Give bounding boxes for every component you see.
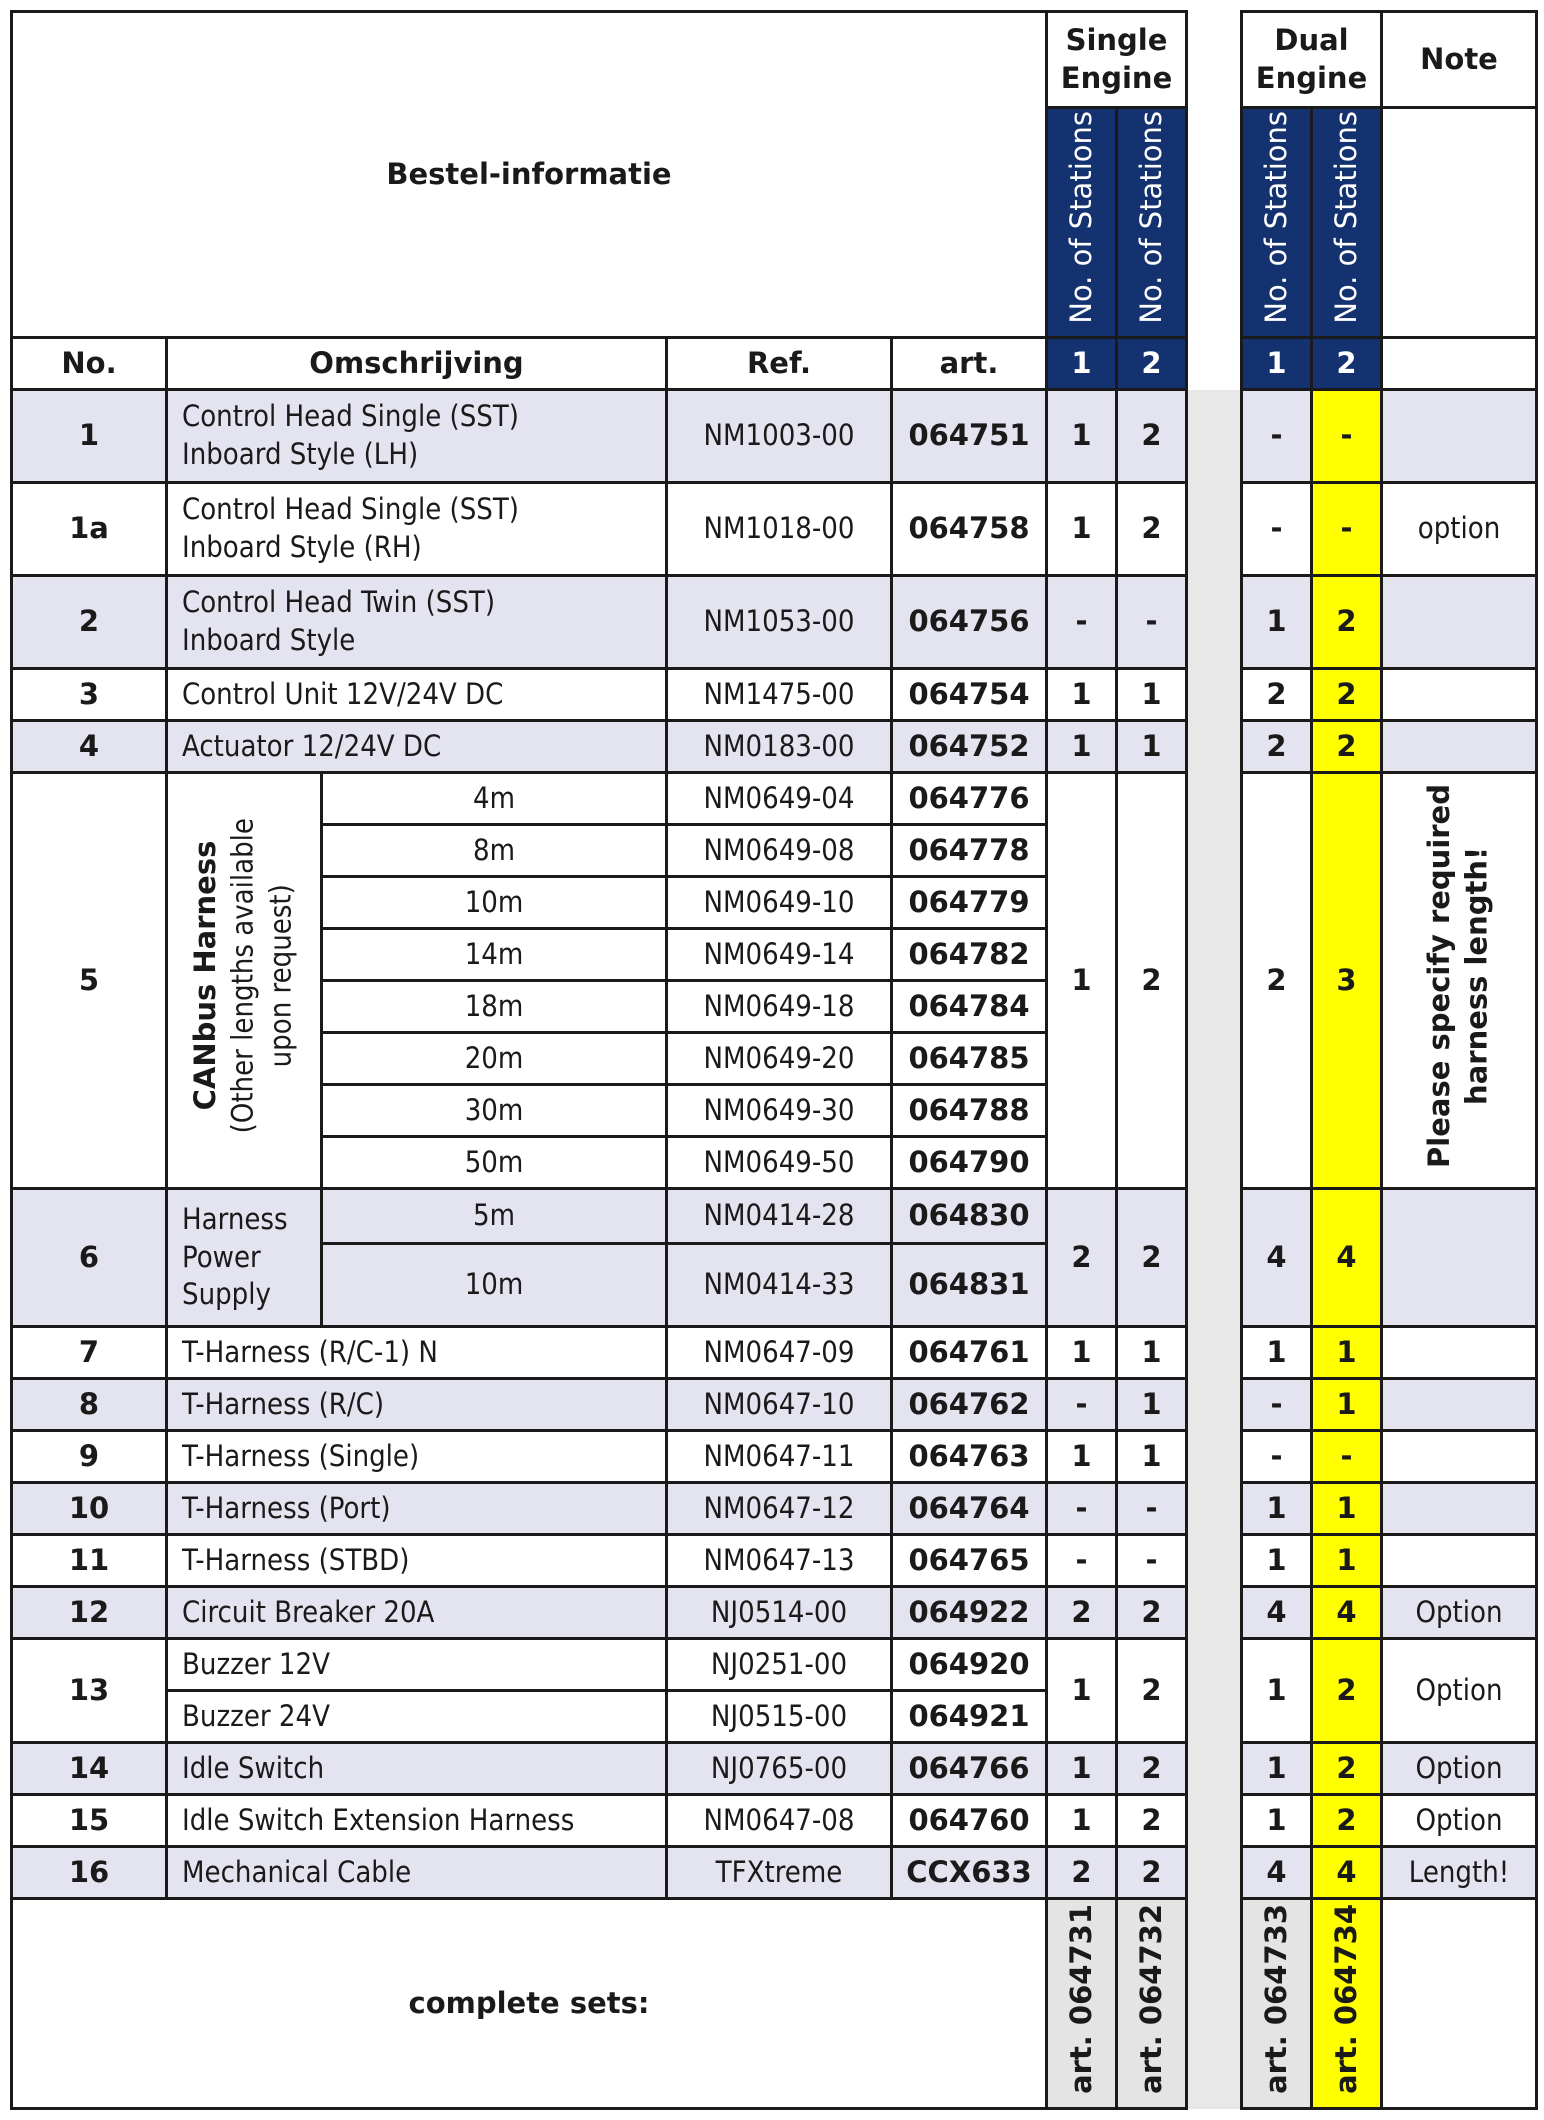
harness-length: 10m [322, 1244, 667, 1327]
qty-dual-1: 1 [1242, 1535, 1312, 1587]
item-ref: NM0647-13 [667, 1535, 892, 1587]
qty-dual-2: - [1312, 390, 1382, 483]
item-ref: NM0649-04 [667, 773, 892, 825]
table-row [12, 1535, 1537, 1587]
item-description: T-Harness (Single) [167, 1431, 667, 1483]
stations-header [1312, 108, 1382, 338]
col-header-ref: Ref. [667, 338, 892, 390]
item-art: 064765 [892, 1535, 1047, 1587]
table-row [12, 1743, 1537, 1795]
qty-single-2: 1 [1117, 1431, 1187, 1483]
col-header-description: Omschrijving [167, 338, 667, 390]
qty-dual-2: 3 [1312, 773, 1382, 1189]
item-ref: NM0647-11 [667, 1431, 892, 1483]
qty-single-2: - [1117, 1535, 1187, 1587]
item-art: 064754 [892, 669, 1047, 721]
qty-single-1: 1 [1047, 1743, 1117, 1795]
item-no: 5 [12, 773, 167, 1189]
qty-dual-2: 1 [1312, 1535, 1382, 1587]
column-gap [1187, 576, 1242, 669]
qty-dual-1: 2 [1242, 669, 1312, 721]
qty-single-1: 1 [1047, 669, 1117, 721]
station-count: 2 [1312, 338, 1382, 390]
column-gap [1187, 1327, 1242, 1379]
table-row [12, 669, 1537, 721]
qty-dual-1: 2 [1242, 721, 1312, 773]
item-note: Option [1382, 1639, 1537, 1743]
item-ref: NM1018-00 [667, 483, 892, 576]
item-description: Control Head Twin (SST) Inboard Style [167, 576, 667, 669]
qty-single-2: 2 [1117, 1743, 1187, 1795]
column-gap [1187, 773, 1242, 1189]
qty-single-1: 1 [1047, 721, 1117, 773]
qty-single-2: 2 [1117, 1189, 1187, 1327]
item-art: 064921 [892, 1691, 1047, 1743]
column-gap [1187, 1743, 1242, 1795]
item-ref: NM0647-09 [667, 1327, 892, 1379]
item-ref: NM1475-00 [667, 669, 892, 721]
item-no: 6 [12, 1189, 167, 1327]
item-no: 15 [12, 1795, 167, 1847]
set-art-single-1: art. 064731 [1047, 1899, 1117, 2109]
item-description: Idle Switch [167, 1743, 667, 1795]
item-art: 064758 [892, 483, 1047, 576]
table-row [12, 390, 1537, 483]
qty-single-2: 1 [1117, 721, 1187, 773]
harness-length-note: Please specify required harness length! [1382, 773, 1537, 1189]
stations-label: No. of Stations [1133, 111, 1168, 325]
qty-single-2: 1 [1117, 1379, 1187, 1431]
item-art: 064784 [892, 981, 1047, 1033]
qty-single-1: - [1047, 1483, 1117, 1535]
item-art: 064761 [892, 1327, 1047, 1379]
qty-single-2: 2 [1117, 1639, 1187, 1743]
item-art: 064762 [892, 1379, 1047, 1431]
item-no: 16 [12, 1847, 167, 1899]
qty-dual-1: 2 [1242, 773, 1312, 1189]
item-note [1382, 1483, 1537, 1535]
single-engine-header: Single Engine [1047, 12, 1187, 108]
item-art: 064764 [892, 1483, 1047, 1535]
column-gap [1187, 390, 1242, 483]
qty-single-1: - [1047, 1379, 1117, 1431]
qty-single-1: 1 [1047, 1795, 1117, 1847]
item-description: Control Unit 12V/24V DC [167, 669, 667, 721]
item-no: 2 [12, 576, 167, 669]
item-art: 064760 [892, 1795, 1047, 1847]
qty-dual-2: - [1312, 483, 1382, 576]
item-note: Length! [1382, 1847, 1537, 1899]
qty-single-2: - [1117, 1483, 1187, 1535]
item-ref: NJ0765-00 [667, 1743, 892, 1795]
harness-length: 5m [322, 1189, 667, 1244]
item-no: 13 [12, 1639, 167, 1743]
column-gap [1187, 338, 1242, 390]
qty-single-1: 1 [1047, 390, 1117, 483]
qty-dual-1: 1 [1242, 576, 1312, 669]
harness-length: 8m [322, 825, 667, 877]
complete-sets-label: complete sets: [12, 1899, 1047, 2109]
col-header-art: art. [892, 338, 1047, 390]
qty-single-1: 1 [1047, 1431, 1117, 1483]
item-description: Circuit Breaker 20A [167, 1587, 667, 1639]
table-row [12, 1379, 1537, 1431]
harness-length: 10m [322, 877, 667, 929]
column-gap [1187, 1899, 1242, 2109]
qty-dual-2: 4 [1312, 1587, 1382, 1639]
item-note [1382, 390, 1537, 483]
harness-length: 50m [322, 1137, 667, 1189]
qty-dual-1: 1 [1242, 1795, 1312, 1847]
qty-dual-2: 2 [1312, 576, 1382, 669]
item-note [1382, 669, 1537, 721]
note-header: Note [1382, 12, 1537, 108]
column-gap [1187, 483, 1242, 576]
qty-dual-1: - [1242, 1431, 1312, 1483]
item-ref: NM0649-30 [667, 1085, 892, 1137]
item-description: T-Harness (R/C) [167, 1379, 667, 1431]
item-no: 10 [12, 1483, 167, 1535]
qty-dual-1: 1 [1242, 1483, 1312, 1535]
column-gap [1187, 1431, 1242, 1483]
item-art: 064788 [892, 1085, 1047, 1137]
item-description: Control Head Single (SST) Inboard Style (LH) [167, 390, 667, 483]
item-note [1382, 721, 1537, 773]
page-title: Bestel-informatie [12, 12, 1047, 338]
table-row [12, 773, 1537, 825]
station-count: 1 [1047, 338, 1117, 390]
qty-dual-1: 4 [1242, 1189, 1312, 1327]
table-row [12, 1847, 1537, 1899]
item-no: 1 [12, 390, 167, 483]
item-note [1382, 1379, 1537, 1431]
item-ref: TFXtreme [667, 1847, 892, 1899]
harness-length: 14m [322, 929, 667, 981]
item-note [1382, 1535, 1537, 1587]
item-description: T-Harness (Port) [167, 1483, 667, 1535]
item-description: Buzzer 24V [167, 1691, 667, 1743]
table-row [12, 1483, 1537, 1535]
item-ref: NM1053-00 [667, 576, 892, 669]
qty-single-2: - [1117, 576, 1187, 669]
qty-dual-2: 2 [1312, 1743, 1382, 1795]
qty-dual-2: 4 [1312, 1847, 1382, 1899]
item-art: 064920 [892, 1639, 1047, 1691]
column-gap [1187, 669, 1242, 721]
item-art: 064922 [892, 1587, 1047, 1639]
qty-single-1: - [1047, 576, 1117, 669]
column-gap [1187, 1587, 1242, 1639]
column-gap [1187, 12, 1242, 338]
item-no: 9 [12, 1431, 167, 1483]
qty-dual-1: 4 [1242, 1587, 1312, 1639]
column-gap [1187, 1795, 1242, 1847]
item-note [1382, 1327, 1537, 1379]
col-header-no: No. [12, 338, 167, 390]
stations-label: No. of Stations [1328, 111, 1363, 325]
item-ref: NM0414-33 [667, 1244, 892, 1327]
item-ref: NM0649-14 [667, 929, 892, 981]
qty-single-1: 1 [1047, 773, 1117, 1189]
qty-single-1: 2 [1047, 1189, 1117, 1327]
item-note: option [1382, 483, 1537, 576]
table-row [12, 1431, 1537, 1483]
harness-length: 30m [322, 1085, 667, 1137]
table-row [12, 1327, 1537, 1379]
item-no: 14 [12, 1743, 167, 1795]
item-no: 7 [12, 1327, 167, 1379]
column-gap [1187, 1535, 1242, 1587]
qty-dual-2: 2 [1312, 1639, 1382, 1743]
qty-single-2: 2 [1117, 483, 1187, 576]
qty-single-1: 1 [1047, 1639, 1117, 1743]
item-no: 12 [12, 1587, 167, 1639]
column-gap [1187, 1483, 1242, 1535]
item-note: Option [1382, 1743, 1537, 1795]
canbus-group-label: CANbus Harness (Other lengths available upon request) [167, 773, 322, 1189]
item-note: Option [1382, 1587, 1537, 1639]
item-art: 064830 [892, 1189, 1047, 1244]
item-no: 4 [12, 721, 167, 773]
item-ref: NM0647-12 [667, 1483, 892, 1535]
item-ref: NM1003-00 [667, 390, 892, 483]
qty-single-1: 2 [1047, 1847, 1117, 1899]
item-ref: NM0414-28 [667, 1189, 892, 1244]
qty-dual-1: 1 [1242, 1327, 1312, 1379]
column-gap [1187, 1189, 1242, 1327]
qty-single-2: 1 [1117, 1327, 1187, 1379]
qty-single-2: 2 [1117, 1795, 1187, 1847]
qty-dual-2: 2 [1312, 669, 1382, 721]
power-supply-group-label: Harness Power Supply [167, 1189, 322, 1327]
qty-single-2: 2 [1117, 1587, 1187, 1639]
item-no: 1a [12, 483, 167, 576]
stations-header [1242, 108, 1312, 338]
item-ref: NM0647-08 [667, 1795, 892, 1847]
item-ref: NJ0251-00 [667, 1639, 892, 1691]
item-note [1382, 576, 1537, 669]
item-art: 064766 [892, 1743, 1047, 1795]
item-description: Idle Switch Extension Harness [167, 1795, 667, 1847]
item-ref: NM0649-50 [667, 1137, 892, 1189]
qty-dual-1: 1 [1242, 1639, 1312, 1743]
set-art-single-2: art. 064732 [1117, 1899, 1187, 2109]
item-art: 064778 [892, 825, 1047, 877]
table-row [12, 1189, 1537, 1244]
column-gap [1187, 721, 1242, 773]
item-description: Buzzer 12V [167, 1639, 667, 1691]
item-art: 064763 [892, 1431, 1047, 1483]
qty-single-2: 2 [1117, 1847, 1187, 1899]
item-note: Option [1382, 1795, 1537, 1847]
qty-dual-1: - [1242, 390, 1312, 483]
item-ref: NM0649-18 [667, 981, 892, 1033]
item-art: CCX633 [892, 1847, 1047, 1899]
item-description: Control Head Single (SST) Inboard Style (RH) [167, 483, 667, 576]
item-no: 11 [12, 1535, 167, 1587]
item-ref: NJ0515-00 [667, 1691, 892, 1743]
item-art: 064776 [892, 773, 1047, 825]
item-description: T-Harness (R/C-1) N [167, 1327, 667, 1379]
stations-header [1117, 108, 1187, 338]
item-description: T-Harness (STBD) [167, 1535, 667, 1587]
dual-engine-header: Dual Engine [1242, 12, 1382, 108]
station-count: 1 [1242, 338, 1312, 390]
stations-label: No. of Stations [1258, 111, 1293, 325]
harness-length: 4m [322, 773, 667, 825]
item-ref: NJ0514-00 [667, 1587, 892, 1639]
qty-dual-1: - [1242, 1379, 1312, 1431]
column-gap [1187, 1379, 1242, 1431]
table-row [12, 1587, 1537, 1639]
qty-dual-2: 1 [1312, 1483, 1382, 1535]
note-header-blank [1382, 108, 1537, 338]
item-note [1382, 1189, 1537, 1327]
item-ref: NM0647-10 [667, 1379, 892, 1431]
column-gap [1187, 1639, 1242, 1743]
qty-single-1: 1 [1047, 1327, 1117, 1379]
qty-single-1: 2 [1047, 1587, 1117, 1639]
qty-single-2: 1 [1117, 669, 1187, 721]
item-art: 064790 [892, 1137, 1047, 1189]
complete-sets-row [12, 1899, 1537, 2109]
item-ref: NM0649-10 [667, 877, 892, 929]
stations-label: No. of Stations [1063, 111, 1098, 325]
qty-dual-1: 1 [1242, 1743, 1312, 1795]
item-ref: NM0649-20 [667, 1033, 892, 1085]
station-count: 2 [1117, 338, 1187, 390]
set-art-dual-2: art. 064734 [1312, 1899, 1382, 2109]
qty-single-1: - [1047, 1535, 1117, 1587]
stations-header [1047, 108, 1117, 338]
item-description: Actuator 12/24V DC [167, 721, 667, 773]
item-art: 064751 [892, 390, 1047, 483]
table-row [12, 1639, 1537, 1691]
qty-dual-1: - [1242, 483, 1312, 576]
item-art: 064756 [892, 576, 1047, 669]
qty-single-2: 2 [1117, 773, 1187, 1189]
table-row [12, 576, 1537, 669]
item-no: 3 [12, 669, 167, 721]
order-sheet [10, 10, 1538, 2110]
note-blank [1382, 1899, 1537, 2109]
item-art: 064831 [892, 1244, 1047, 1327]
table-row [12, 1795, 1537, 1847]
qty-dual-2: 1 [1312, 1379, 1382, 1431]
qty-single-1: 1 [1047, 483, 1117, 576]
item-note [1382, 1431, 1537, 1483]
item-art: 064785 [892, 1033, 1047, 1085]
item-art: 064752 [892, 721, 1047, 773]
order-table [10, 10, 1538, 2110]
qty-dual-2: 1 [1312, 1327, 1382, 1379]
qty-dual-2: - [1312, 1431, 1382, 1483]
qty-dual-2: 2 [1312, 721, 1382, 773]
item-description: Mechanical Cable [167, 1847, 667, 1899]
item-ref: NM0183-00 [667, 721, 892, 773]
qty-dual-2: 4 [1312, 1189, 1382, 1327]
item-art: 064782 [892, 929, 1047, 981]
item-no: 8 [12, 1379, 167, 1431]
qty-single-2: 2 [1117, 390, 1187, 483]
qty-dual-1: 4 [1242, 1847, 1312, 1899]
set-art-dual-1: art. 064733 [1242, 1899, 1312, 2109]
item-ref: NM0649-08 [667, 825, 892, 877]
table-row [12, 483, 1537, 576]
qty-dual-2: 2 [1312, 1795, 1382, 1847]
column-gap [1187, 1847, 1242, 1899]
harness-length: 18m [322, 981, 667, 1033]
harness-length: 20m [322, 1033, 667, 1085]
note-header-blank [1382, 338, 1537, 390]
table-row [12, 721, 1537, 773]
item-art: 064779 [892, 877, 1047, 929]
